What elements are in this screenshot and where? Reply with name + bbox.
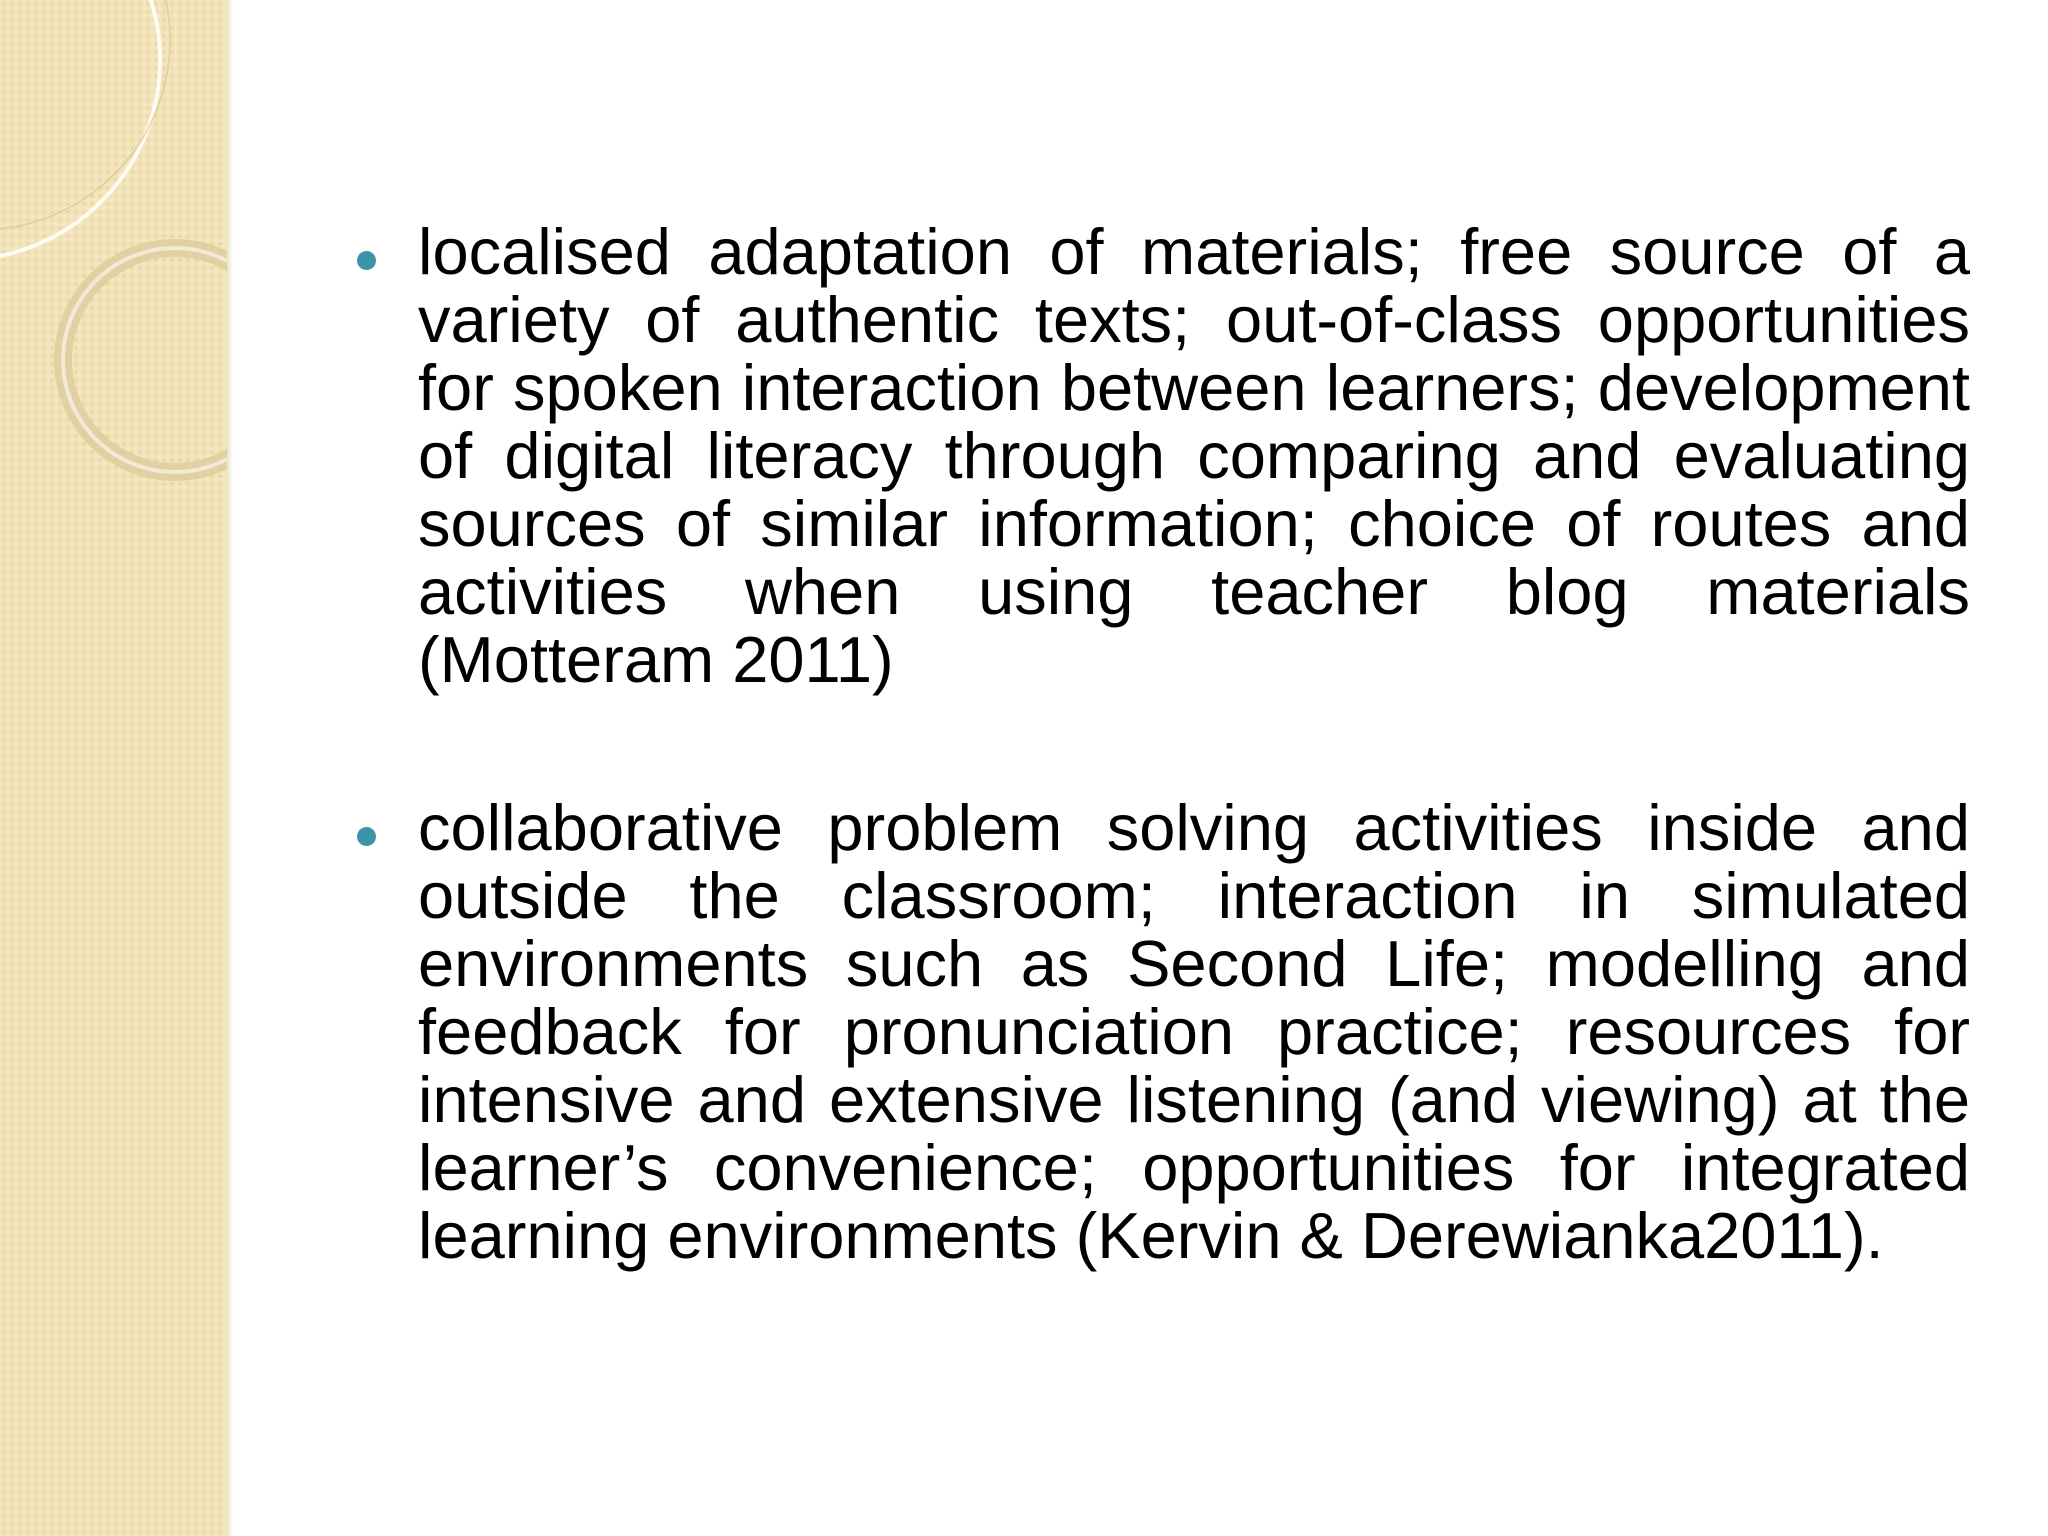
decorative-rings-graphic <box>0 0 227 600</box>
decorative-side-panel <box>0 0 227 1536</box>
large-ring-arc <box>0 0 160 260</box>
bullet-dot-icon <box>357 827 376 846</box>
bullet-item-2 <box>350 791 1970 1272</box>
bullet-dot-icon <box>357 251 376 270</box>
bullet-text: collaborative problem solving activities inside and outside the classroom; interaction in simulated environments such as Second Life; modelling and feedback for pronunciation practice; resources for intensive and extensive listening (and viewing) at the learner’s convenience; opportunities for integrated learning environments (Kervin & Derewianka2011). <box>418 791 1970 1272</box>
small-ring <box>63 248 227 472</box>
large-ring-shadow-arc <box>0 0 170 230</box>
side-panel-edge <box>227 0 233 1536</box>
bullet-text: localised adaptation of materials; free source of a variety of authentic texts; out-of-class opportunities for spoken interaction between learners; development of digital literacy through comparing and evaluating sources of similar information; choice of routes and activities when using teacher blog materials (Motteram 2011) <box>418 215 1970 696</box>
slide-content <box>350 215 1970 1272</box>
bullet-item-1 <box>350 215 1970 696</box>
